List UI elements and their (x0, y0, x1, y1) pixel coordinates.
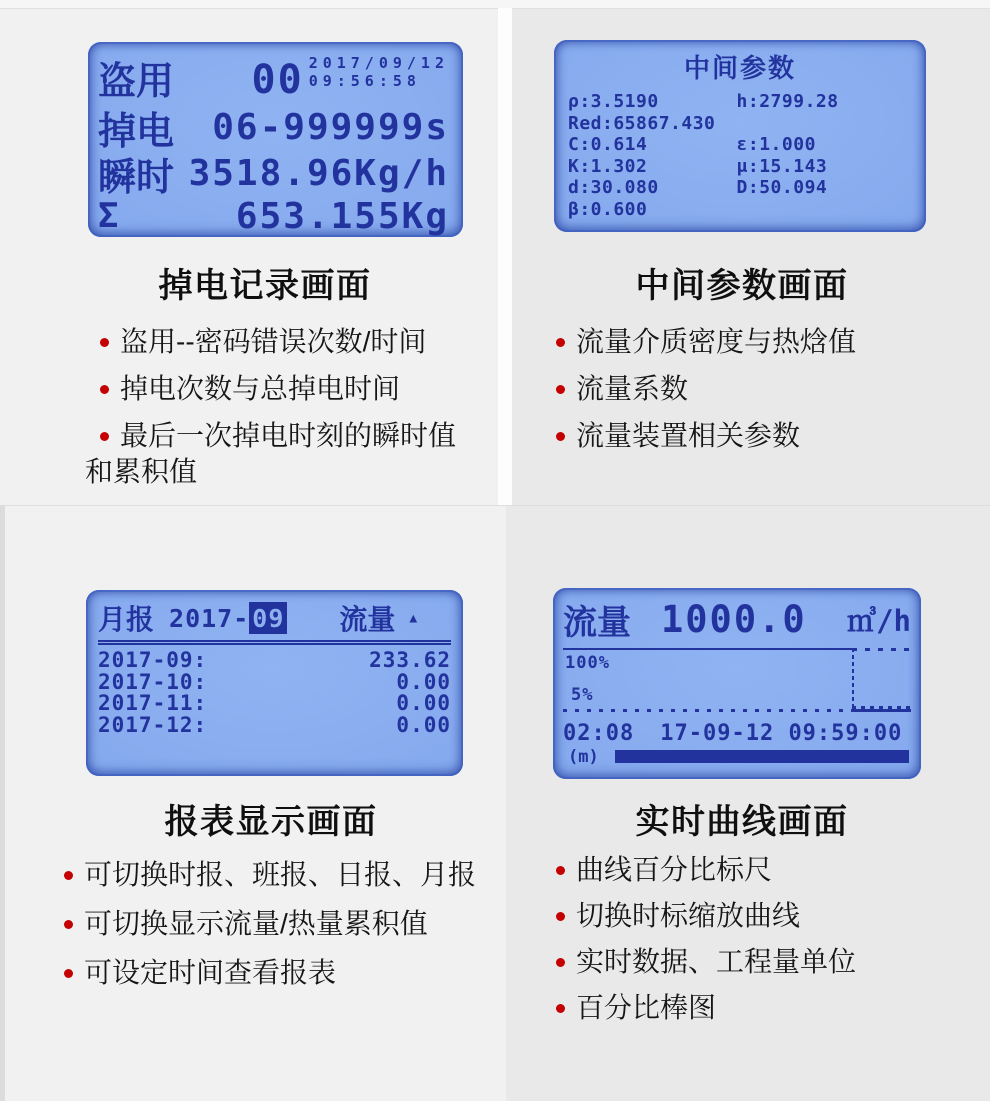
bullet-dot-icon (556, 912, 565, 921)
param-k: K:1.302 (568, 155, 648, 177)
report-value: 0.00 (396, 669, 451, 694)
bullet-dot-icon (64, 969, 73, 978)
theft-time: 09:56:58 (308, 72, 421, 90)
curve-status-row (563, 721, 911, 746)
param-line (568, 177, 912, 199)
bullet-dot-icon (556, 385, 565, 394)
sort-arrow-icon: ▲ (409, 610, 418, 626)
bullet-dot-icon (100, 385, 109, 394)
list-item (85, 371, 483, 407)
total-value: 653.155Kg (235, 195, 449, 237)
bullet-list-intermediate-params (556, 324, 980, 465)
list-item (85, 418, 483, 490)
report-value: 0.00 (396, 691, 451, 715)
bullet-dot-icon (556, 866, 565, 875)
curve-bottom-solid-line (852, 709, 911, 712)
list-item (556, 852, 980, 888)
bullet-text: 流量装置相关参数 (576, 420, 801, 451)
report-period: 2017-11: (98, 691, 208, 715)
report-selected-month: 09 (249, 602, 287, 634)
list-item (85, 324, 483, 360)
lcd-realtime-curve-screen (553, 588, 921, 779)
param-epsilon: ε:1.000 (736, 134, 816, 155)
bullet-dot-icon (64, 871, 73, 880)
list-item (556, 371, 980, 407)
bullet-dot-icon (100, 432, 109, 441)
theft-label: 盗用 (98, 61, 175, 103)
lcd-row-instant (98, 151, 449, 199)
lcd-report-screen (86, 590, 463, 776)
param-mu: μ:15.143 (736, 155, 828, 177)
power-down-value: 06-999999s (212, 107, 449, 148)
list-item (64, 955, 500, 991)
bullet-text: 流量系数 (576, 373, 689, 404)
bullet-text: 最后一次掉电时刻的瞬时值和累积值 (85, 420, 457, 487)
report-header (98, 598, 451, 638)
bullet-text: 实时数据、工程量单位 (576, 946, 857, 977)
report-column-name: 流量 (339, 604, 396, 635)
param-rho: ρ:3.5190 (568, 91, 659, 112)
report-row (98, 650, 451, 672)
param-d-big: D:50.094 (736, 177, 828, 198)
list-item (64, 857, 500, 893)
power-down-label: 掉电 (98, 111, 175, 153)
curve-top-line (563, 648, 852, 650)
scale-5-label: 5% (571, 685, 594, 705)
bullet-text: 可切换时报、班报、日报、月报 (84, 859, 477, 890)
bullet-dot-icon (100, 338, 109, 347)
list-item (64, 906, 500, 942)
bullet-dot-icon (556, 958, 565, 967)
column-gap (498, 8, 512, 506)
current-datetime: 17-09-12 09:59:00 (660, 721, 903, 746)
lcd-row-power-down (98, 104, 449, 151)
bullet-text: 曲线百分比标尺 (576, 854, 773, 885)
panel-title-report: 报表显示画面 (164, 803, 378, 841)
flow-label: 流量 (563, 603, 631, 642)
param-d-small: d:30.080 (568, 177, 659, 198)
param-beta: β:0.600 (568, 198, 648, 220)
bullet-dot-icon (556, 1004, 565, 1013)
param-red: Red:65867.430 (568, 112, 716, 134)
lcd-row-theft (98, 50, 449, 104)
list-item (556, 418, 980, 454)
panel-title-power-down: 掉电记录画面 (158, 267, 372, 305)
theft-datetime (309, 54, 449, 90)
flow-value: 1000.0 (661, 597, 807, 641)
lcd-row-total (98, 196, 449, 236)
lcd-intermediate-params-screen (554, 40, 926, 232)
report-row (98, 669, 451, 694)
bullet-list-power-down (85, 324, 483, 501)
panel-title-realtime-curve: 实时曲线画面 (635, 803, 849, 841)
panel-title-intermediate-params: 中间参数画面 (635, 267, 849, 305)
theft-date: 2017/09/12 (308, 54, 449, 72)
bar-unit-label: (m) (568, 746, 599, 767)
bullet-text: 掉电次数与总掉电时间 (120, 373, 401, 404)
param-line (568, 113, 912, 135)
lcd-power-down-record-screen (88, 42, 463, 237)
instant-value: 3518.96Kg/h (188, 153, 449, 194)
param-line (568, 156, 912, 178)
bullet-dot-icon (556, 432, 565, 441)
report-divider (98, 640, 451, 645)
elapsed-time: 02:08 (563, 721, 635, 746)
bullet-text: 可设定时间查看报表 (84, 957, 337, 988)
report-period: 2017-12: (98, 712, 208, 737)
theft-count: 00 (251, 57, 304, 103)
param-line (568, 199, 912, 221)
param-h: h:2799.28 (736, 91, 839, 112)
report-value: 0.00 (396, 712, 451, 737)
curve-title-row (563, 594, 911, 644)
curve-bottom-dotted-line (563, 709, 852, 712)
report-period: 2017-10: (98, 669, 208, 694)
curve-drop-line (852, 648, 854, 712)
report-row (98, 693, 451, 715)
instant-label: 瞬时 (98, 157, 175, 199)
bullet-dot-icon (556, 338, 565, 347)
report-period: 2017-09: (98, 648, 208, 672)
bullet-text: 可切换显示流量/热量累积值 (84, 908, 428, 939)
percent-bar-row (563, 746, 911, 767)
params-heading: 中间参数 (683, 53, 796, 83)
param-c: C:0.614 (568, 134, 648, 155)
bullet-list-realtime-curve (556, 852, 980, 1036)
page-left-edge (0, 506, 5, 1101)
list-item (556, 324, 980, 360)
percent-bar (615, 750, 909, 763)
report-mode: 月报 (98, 604, 155, 635)
scale-100-label: 100% (565, 653, 610, 673)
report-year-prefix: 2017- (169, 603, 250, 633)
list-item (556, 898, 980, 934)
param-line (568, 134, 912, 156)
bullet-list-report (64, 857, 500, 1004)
flow-unit: ㎥/h (847, 603, 911, 638)
list-item (556, 990, 980, 1026)
bullet-dot-icon (64, 920, 73, 929)
curve-top-dashed-line (852, 648, 911, 651)
row-seam (0, 505, 990, 506)
top-section-divider (0, 0, 990, 9)
bullet-text: 切换时标缩放曲线 (576, 900, 801, 931)
bullet-text: 流量介质密度与热焓值 (576, 326, 857, 357)
report-rows (98, 650, 451, 736)
list-item (556, 944, 980, 980)
sigma-symbol: Σ (98, 196, 119, 236)
report-value: 233.62 (369, 648, 451, 672)
curve-plot-area (563, 648, 911, 712)
report-row (98, 712, 451, 737)
bullet-text: 盗用--密码错误次数/时间 (120, 326, 427, 357)
bullet-text: 百分比棒图 (576, 992, 717, 1023)
param-line (568, 91, 912, 113)
